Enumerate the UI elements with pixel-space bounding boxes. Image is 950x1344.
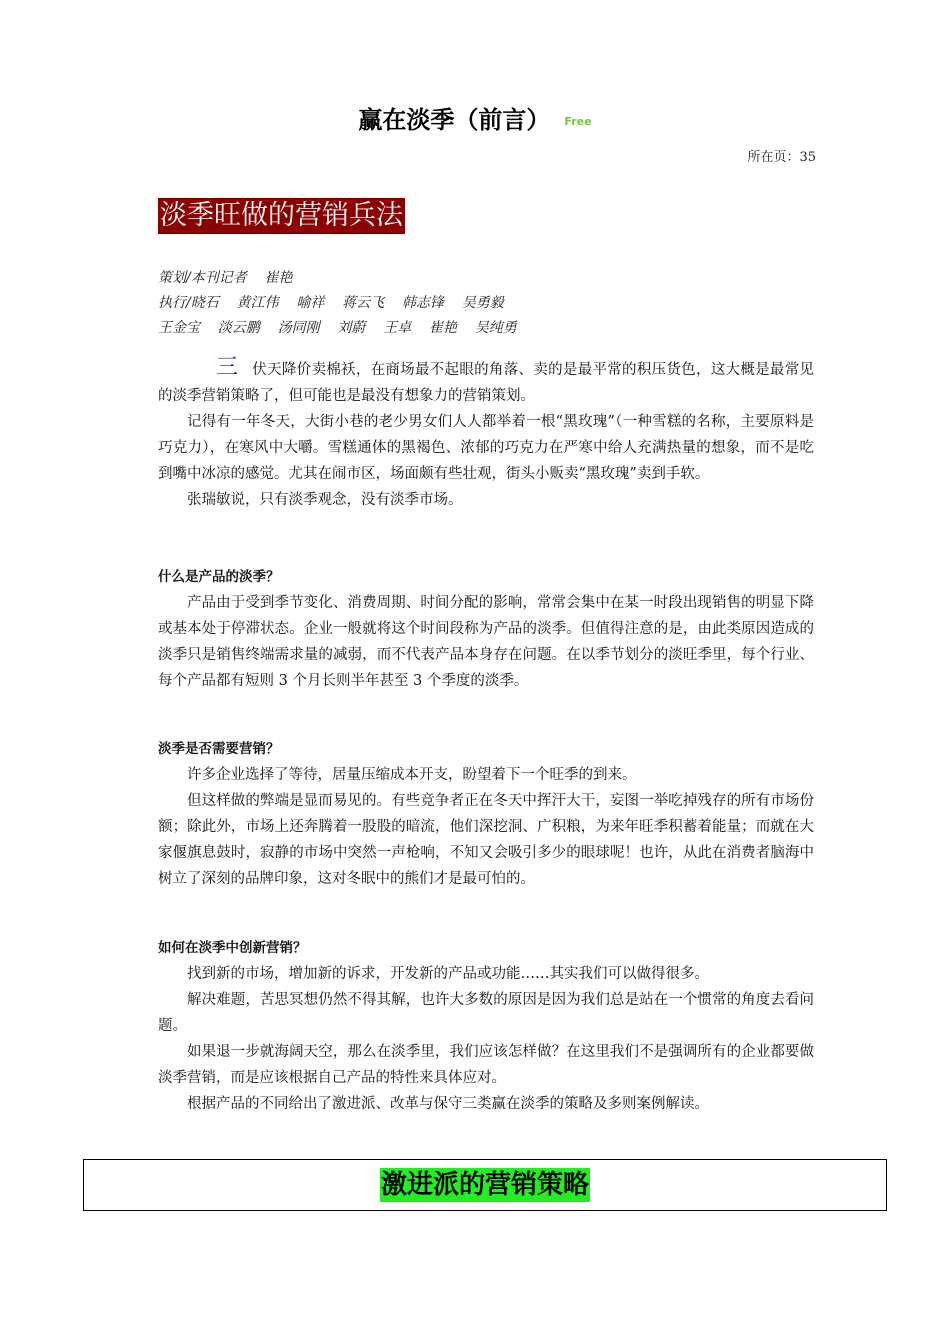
credit-line: 执行/晓石 黄江伟 喻祥 蒋云飞 韩志锋 吴勇毅: [158, 295, 504, 311]
credits: [158, 266, 517, 341]
free-tag: Free: [564, 115, 592, 128]
section-heading: 如何在淡季中创新营销？: [158, 940, 307, 956]
paragraph: 如果退一步就海阔天空，那么在淡季里，我们应该怎样做？在这里我们不是强调所有的企业都要做淡季营销，而是应该根据自己产品的特性来具体应对。: [158, 1044, 814, 1086]
section-banner: 淡季旺做的营销兵法: [158, 198, 405, 234]
intro-text: [158, 355, 814, 513]
section-heading: 淡季是否需要营销？: [158, 741, 280, 757]
paragraph: 产品由于受到季节变化、消费周期、时间分配的影响，常常会集中在某一时段出现销售的明显下降或基本处于停滞状态。企业一般就将这个时间段称为产品的淡季。但值得注意的是，由此类原因造成的淡季只是销售终端需求量的减弱，而不代表产品本身存在问题。在以季节划分的淡旺季里，每个行业、每个产品都有短则 3 个月长则半年甚至 3 个季度的淡季。: [158, 595, 814, 689]
paragraph: 许多企业选择了等待，居量压缩成本开支，盼望着下一个旺季的到来。: [187, 767, 637, 783]
credit-line: 王金宝 淡云鹏 汤同刚 刘蔚 王卓 崔艳 吴纯勇: [158, 320, 517, 336]
box-title: 激进派的营销策略: [380, 1170, 589, 1200]
article-title: [0, 100, 950, 135]
paragraph: 找到新的市场，增加新的诉求，开发新的产品或功能……其实我们可以做得很多。: [187, 966, 709, 982]
title-text: 赢在淡季（前言）: [358, 106, 551, 134]
intro-paragraph: 记得有一年冬天，大街小巷的老少男女们人人都举着一根“黑玫瑰”（一种雪糕的名称，主要原料是巧克力），在寒风中大嚼。雪糕通体的黑褐色、浓郁的巧克力在严寒中给人充满热量的想象，而不是吃到嘴中冰凉的感觉。尤其在闹市区，场面颇有些壮观，街头小贩卖“黑玫瑰”卖到手软。: [158, 414, 814, 482]
intro-paragraph: 三伏天降价卖棉袄，在商场最不起眼的角落、卖的是最平常的积压货色，这大概是最常见的淡季营销策略了，但可能也是最没有想象力的营销策划。: [158, 355, 814, 404]
paragraph: 解决难题，苦思冥想仍然不得其解，也许大多数的原因是因为我们总是站在一个惯常的角度去看问题。: [158, 992, 814, 1034]
section-need-marketing: [158, 736, 814, 892]
intro-paragraph: 张瑞敏说，只有淡季观念，没有淡季市场。: [187, 492, 463, 508]
section-innovate: [158, 935, 814, 1117]
drop-cap: 三: [216, 355, 239, 380]
page-number: 所在页：35: [747, 150, 816, 165]
section-what-is-off-season: [158, 564, 814, 694]
credit-line: 策划/本刊记者 崔艳: [158, 270, 293, 286]
paragraph: 但这样做的弊端是显而易见的。有些竞争者正在冬天中挥汗大干，妄图一举吃掉残存的所有市场份额；除此外，市场上还奔腾着一股股的暗流，他们深挖洞、广积粮，为来年旺季积蓄着能量；而就在大家偃旗息鼓时，寂静的市场中突然一声枪响，不知又会吸引多少的眼球呢！也许，从此在消费者脑海中树立了深刻的品牌印象，这对冬眠中的熊们才是最可怕的。: [158, 793, 814, 887]
section-heading: 什么是产品的淡季？: [158, 569, 280, 585]
paragraph: 根据产品的不同给出了激进派、改革与保守三类赢在淡季的策略及多则案例解读。: [187, 1096, 709, 1112]
section-box: [83, 1159, 887, 1211]
